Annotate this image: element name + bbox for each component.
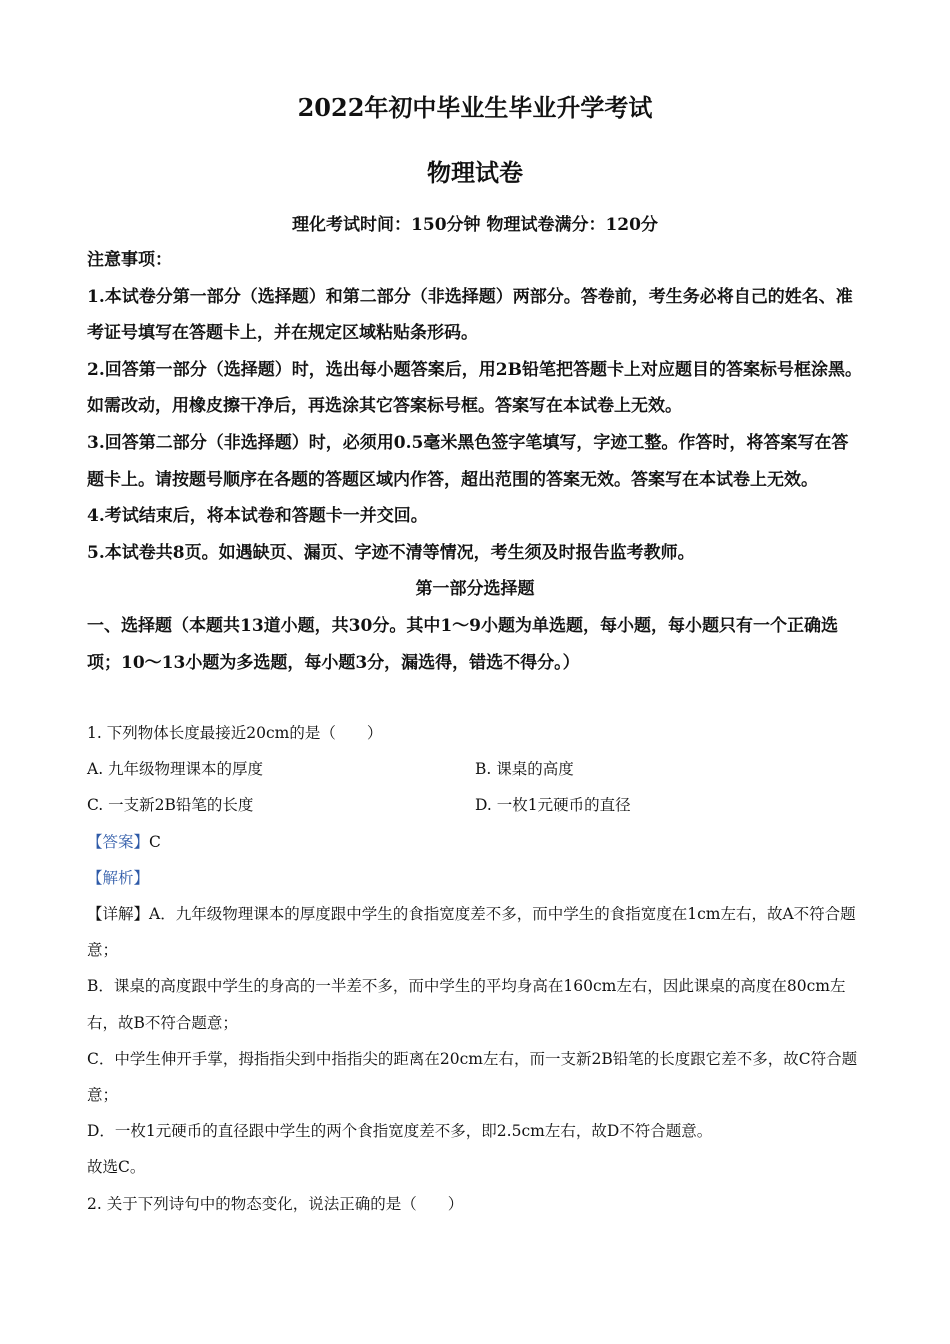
notes-heading: 注意事项： bbox=[87, 250, 172, 270]
exam-info: 理化考试时间：150分钟 物理试卷满分：120分 bbox=[292, 215, 658, 235]
detail-c: C．中学生伸开手掌，拇指指尖到中指指尖的距离在20cm左右，而一支新2B铅笔的长度跟它差不多，故C符合题意； bbox=[87, 1049, 858, 1105]
option-c: C. 一支新2B铅笔的长度 bbox=[87, 796, 254, 815]
option-d: D. 一枚1元硬币的直径 bbox=[475, 796, 631, 815]
detail-a bbox=[87, 896, 863, 968]
option-a: A. 九年级物理课本的厚度 bbox=[87, 760, 264, 779]
note-item: 1.本试卷分第一部分（选择题）和第二部分（非选择题）两部分。答卷前，考生务必将自己的姓名、准考证号填写在答题卡上，并在规定区域粘贴条形码。 bbox=[87, 286, 853, 344]
note-item: 2.回答第一部分（选择题）时，选出每小题答案后，用2B铅笔把答题卡上对应题目的答案标号框涂黑。如需改动，用橡皮擦干净后，再选涂其它答案标号框。答案写在本试卷上无效。 bbox=[87, 359, 862, 417]
option-row bbox=[87, 787, 863, 823]
option-b: B. 课桌的高度 bbox=[475, 760, 574, 779]
analysis-label: 【解析】 bbox=[87, 868, 150, 887]
note-item: 5.本试卷共8页。如遇缺页、漏页、字迹不清等情况，考生须及时报告监考教师。 bbox=[87, 542, 695, 563]
option-row bbox=[87, 751, 863, 787]
detail-d: D．一枚1元硬币的直径跟中学生的两个食指宽度差不多，即2.5cm左右，故D不符合题意。 bbox=[87, 1122, 713, 1141]
answer-label: 【答案】 bbox=[87, 832, 150, 851]
question-stem: 1. 下列物体长度最接近20cm的是（ ） bbox=[87, 724, 383, 742]
note-item: 3.回答第二部分（非选择题）时，必须用0.5毫米黑色签字笔填写，字迹工整。作答时，将答案写在答题卡上。请按题号顺序在各题的答题区域内作答，超出范围的答案无效。答案写在本试卷上无效。 bbox=[87, 432, 849, 490]
conclusion: 故选C。 bbox=[87, 1158, 146, 1177]
detail-a-text: A．九年级物理课本的厚度跟中学生的食指宽度差不多，而中学生的食指宽度在1cm左右，故A不符合题意； bbox=[87, 905, 856, 960]
question-1 bbox=[87, 715, 863, 1222]
section-title: 第一部分选择题 bbox=[415, 579, 535, 600]
section-description: 一、选择题（本题共13道小题，共30分。其中1～9小题为单选题，每小题，每小题只有一个正确选项；10～13小题为多选题，每小题3分，漏选得，错选不得分。） bbox=[87, 615, 838, 673]
detail-label: 【详解】 bbox=[87, 905, 150, 924]
exam-title: 2022年初中毕业生毕业升学考试 bbox=[297, 93, 653, 122]
notes-section bbox=[87, 242, 863, 681]
exam-subtitle: 物理试卷 bbox=[427, 158, 523, 187]
note-item: 4.考试结束后，将本试卷和答题卡一并交回。 bbox=[87, 506, 428, 527]
detail-b: B．课桌的高度跟中学生的身高的一半差不多，而中学生的平均身高在160cm左右，因此课桌的高度在80cm左右，故B不符合题意； bbox=[87, 977, 846, 1032]
answer-line bbox=[87, 824, 863, 860]
question-2-stem: 2. 关于下列诗句中的物态变化，说法正确的是（ ） bbox=[87, 1194, 464, 1213]
answer-value: C bbox=[149, 832, 161, 851]
